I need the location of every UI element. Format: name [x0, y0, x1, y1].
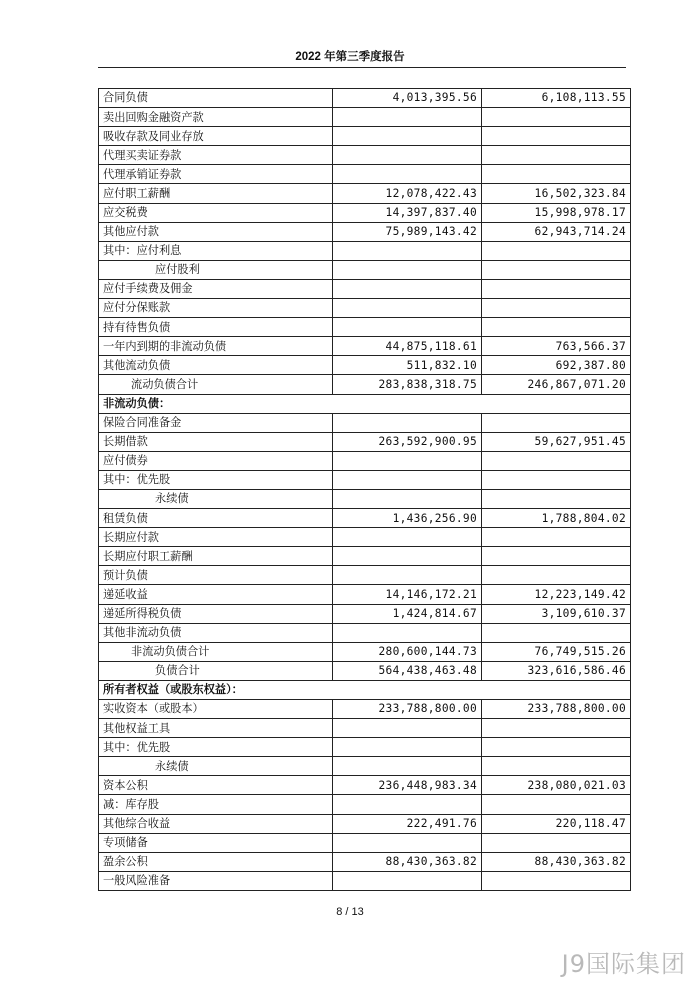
prior-period-value	[482, 547, 631, 566]
row-label: 卖出回购金融资产款	[99, 108, 333, 127]
current-period-value	[333, 470, 482, 489]
section-header-row	[99, 680, 631, 699]
current-period-value: 14,146,172.21	[333, 585, 482, 604]
table-row	[99, 509, 631, 528]
table-row	[99, 241, 631, 260]
table-row	[99, 279, 631, 298]
current-period-value: 280,600,144.73	[333, 642, 482, 661]
current-period-value: 88,430,363.82	[333, 852, 482, 871]
prior-period-value: 1,788,804.02	[482, 509, 631, 528]
table-row	[99, 566, 631, 585]
row-label: 应付职工薪酬	[99, 184, 333, 203]
current-period-value	[333, 738, 482, 757]
table-row	[99, 165, 631, 184]
table-row	[99, 299, 631, 318]
table-row	[99, 661, 631, 680]
current-period-value	[333, 165, 482, 184]
table-row	[99, 184, 631, 203]
prior-period-value: 3,109,610.37	[482, 604, 631, 623]
current-period-value: 564,438,463.48	[333, 661, 482, 680]
row-label: 长期应付款	[99, 528, 333, 547]
current-period-value: 1,436,256.90	[333, 509, 482, 528]
prior-period-value: 16,502,323.84	[482, 184, 631, 203]
row-label: 其他权益工具	[99, 719, 333, 738]
current-period-value: 283,838,318.75	[333, 375, 482, 394]
table-row	[99, 222, 631, 241]
table-row	[99, 528, 631, 547]
current-period-value	[333, 623, 482, 642]
current-period-value: 233,788,800.00	[333, 700, 482, 719]
row-label: 其他综合收益	[99, 814, 333, 833]
row-label: 递延收益	[99, 585, 333, 604]
row-label: 应交税费	[99, 203, 333, 222]
row-label: 应付分保账款	[99, 299, 333, 318]
table-row	[99, 432, 631, 451]
row-label: 持有待售负债	[99, 318, 333, 337]
prior-period-value	[482, 871, 631, 890]
row-label: 递延所得税负债	[99, 604, 333, 623]
row-label: 一年内到期的非流动负债	[99, 337, 333, 356]
prior-period-value	[482, 413, 631, 432]
section-header-row	[99, 394, 631, 413]
current-period-value: 222,491.76	[333, 814, 482, 833]
row-label: 实收资本（或股本）	[99, 700, 333, 719]
current-period-value	[333, 146, 482, 165]
row-label: 吸收存款及同业存放	[99, 127, 333, 146]
row-label: 应付手续费及佣金	[99, 279, 333, 298]
current-period-value	[333, 795, 482, 814]
current-period-value: 75,989,143.42	[333, 222, 482, 241]
table-row	[99, 642, 631, 661]
table-row	[99, 719, 631, 738]
prior-period-value	[482, 241, 631, 260]
row-label: 流动负债合计	[99, 375, 333, 394]
table-row	[99, 585, 631, 604]
row-label: 长期借款	[99, 432, 333, 451]
row-label: 其他应付款	[99, 222, 333, 241]
page-number: 8 / 13	[336, 906, 364, 918]
current-period-value	[333, 299, 482, 318]
prior-period-value	[482, 451, 631, 470]
current-period-value: 263,592,900.95	[333, 432, 482, 451]
current-period-value	[333, 547, 482, 566]
prior-period-value	[482, 146, 631, 165]
prior-period-value	[482, 528, 631, 547]
table-row	[99, 127, 631, 146]
row-label: 减：库存股	[99, 795, 333, 814]
row-label: 代理承销证券款	[99, 165, 333, 184]
current-period-value	[333, 833, 482, 852]
row-label: 其他流动负债	[99, 356, 333, 375]
row-label: 代理买卖证券款	[99, 146, 333, 165]
current-period-value: 236,448,983.34	[333, 776, 482, 795]
current-period-value: 511,832.10	[333, 356, 482, 375]
current-period-value	[333, 108, 482, 127]
table-row	[99, 260, 631, 279]
prior-period-value	[482, 318, 631, 337]
current-period-value	[333, 757, 482, 776]
row-label: 永续债	[99, 757, 333, 776]
prior-period-value: 6,108,113.55	[482, 89, 631, 108]
prior-period-value	[482, 566, 631, 585]
table-row	[99, 337, 631, 356]
prior-period-value: 59,627,951.45	[482, 432, 631, 451]
table-row	[99, 738, 631, 757]
current-period-value	[333, 871, 482, 890]
current-period-value	[333, 127, 482, 146]
row-label: 租赁负债	[99, 509, 333, 528]
prior-period-value	[482, 833, 631, 852]
row-label: 长期应付职工薪酬	[99, 547, 333, 566]
prior-period-value: 692,387.80	[482, 356, 631, 375]
prior-period-value	[482, 795, 631, 814]
header-rule	[98, 67, 626, 68]
current-period-value: 14,397,837.40	[333, 203, 482, 222]
row-label: 其中：应付利息	[99, 241, 333, 260]
prior-period-value	[482, 623, 631, 642]
balance-sheet-body	[99, 89, 631, 891]
row-label: 合同负债	[99, 89, 333, 108]
prior-period-value: 323,616,586.46	[482, 661, 631, 680]
prior-period-value	[482, 719, 631, 738]
table-row	[99, 833, 631, 852]
row-label: 应付股利	[99, 260, 333, 279]
current-period-value	[333, 241, 482, 260]
prior-period-value	[482, 470, 631, 489]
table-row	[99, 489, 631, 508]
prior-period-value	[482, 260, 631, 279]
current-period-value: 12,078,422.43	[333, 184, 482, 203]
current-period-value	[333, 260, 482, 279]
table-row	[99, 470, 631, 489]
table-row	[99, 604, 631, 623]
prior-period-value: 88,430,363.82	[482, 852, 631, 871]
prior-period-value	[482, 165, 631, 184]
row-label: 负债合计	[99, 661, 333, 680]
row-label: 保险合同准备金	[99, 413, 333, 432]
table-row	[99, 146, 631, 165]
table-row	[99, 318, 631, 337]
table-row	[99, 451, 631, 470]
prior-period-value: 238,080,021.03	[482, 776, 631, 795]
current-period-value	[333, 413, 482, 432]
table-row	[99, 413, 631, 432]
page-header-title: 2022 年第三季度报告	[295, 51, 405, 63]
table-row	[99, 814, 631, 833]
row-label: 预计负债	[99, 566, 333, 585]
prior-period-value: 220,118.47	[482, 814, 631, 833]
prior-period-value	[482, 738, 631, 757]
table-row	[99, 547, 631, 566]
table-row	[99, 203, 631, 222]
prior-period-value: 12,223,149.42	[482, 585, 631, 604]
table-row	[99, 757, 631, 776]
section-label: 所有者权益（或股东权益）：	[99, 680, 333, 699]
prior-period-value: 233,788,800.00	[482, 700, 631, 719]
watermark: J9国际集团	[561, 950, 686, 978]
prior-period-value	[482, 127, 631, 146]
table-row	[99, 356, 631, 375]
row-label: 永续债	[99, 489, 333, 508]
current-period-value	[333, 394, 482, 413]
current-period-value	[333, 279, 482, 298]
current-period-value	[333, 680, 482, 699]
current-period-value: 4,013,395.56	[333, 89, 482, 108]
prior-period-value	[482, 757, 631, 776]
prior-period-value	[482, 108, 631, 127]
row-label: 专项储备	[99, 833, 333, 852]
current-period-value	[333, 489, 482, 508]
current-period-value	[333, 719, 482, 738]
section-label: 非流动负债：	[99, 394, 333, 413]
current-period-value	[333, 451, 482, 470]
table-row	[99, 700, 631, 719]
table-row	[99, 375, 631, 394]
prior-period-value	[482, 394, 631, 413]
current-period-value: 1,424,814.67	[333, 604, 482, 623]
table-row	[99, 623, 631, 642]
prior-period-value: 62,943,714.24	[482, 222, 631, 241]
current-period-value: 44,875,118.61	[333, 337, 482, 356]
prior-period-value	[482, 489, 631, 508]
prior-period-value: 15,998,978.17	[482, 203, 631, 222]
current-period-value	[333, 528, 482, 547]
row-label: 其中：优先股	[99, 470, 333, 489]
prior-period-value: 76,749,515.26	[482, 642, 631, 661]
table-row	[99, 776, 631, 795]
prior-period-value	[482, 279, 631, 298]
table-row	[99, 871, 631, 890]
table-row	[99, 852, 631, 871]
row-label: 应付债券	[99, 451, 333, 470]
row-label: 其中：优先股	[99, 738, 333, 757]
table-row	[99, 108, 631, 127]
prior-period-value: 246,867,071.20	[482, 375, 631, 394]
prior-period-value	[482, 299, 631, 318]
prior-period-value: 763,566.37	[482, 337, 631, 356]
row-label: 非流动负债合计	[99, 642, 333, 661]
current-period-value	[333, 566, 482, 585]
row-label: 资本公积	[99, 776, 333, 795]
table-row	[99, 795, 631, 814]
row-label: 其他非流动负债	[99, 623, 333, 642]
prior-period-value	[482, 680, 631, 699]
row-label: 一般风险准备	[99, 871, 333, 890]
balance-sheet-table	[98, 88, 631, 891]
current-period-value	[333, 318, 482, 337]
table-row	[99, 89, 631, 108]
row-label: 盈余公积	[99, 852, 333, 871]
